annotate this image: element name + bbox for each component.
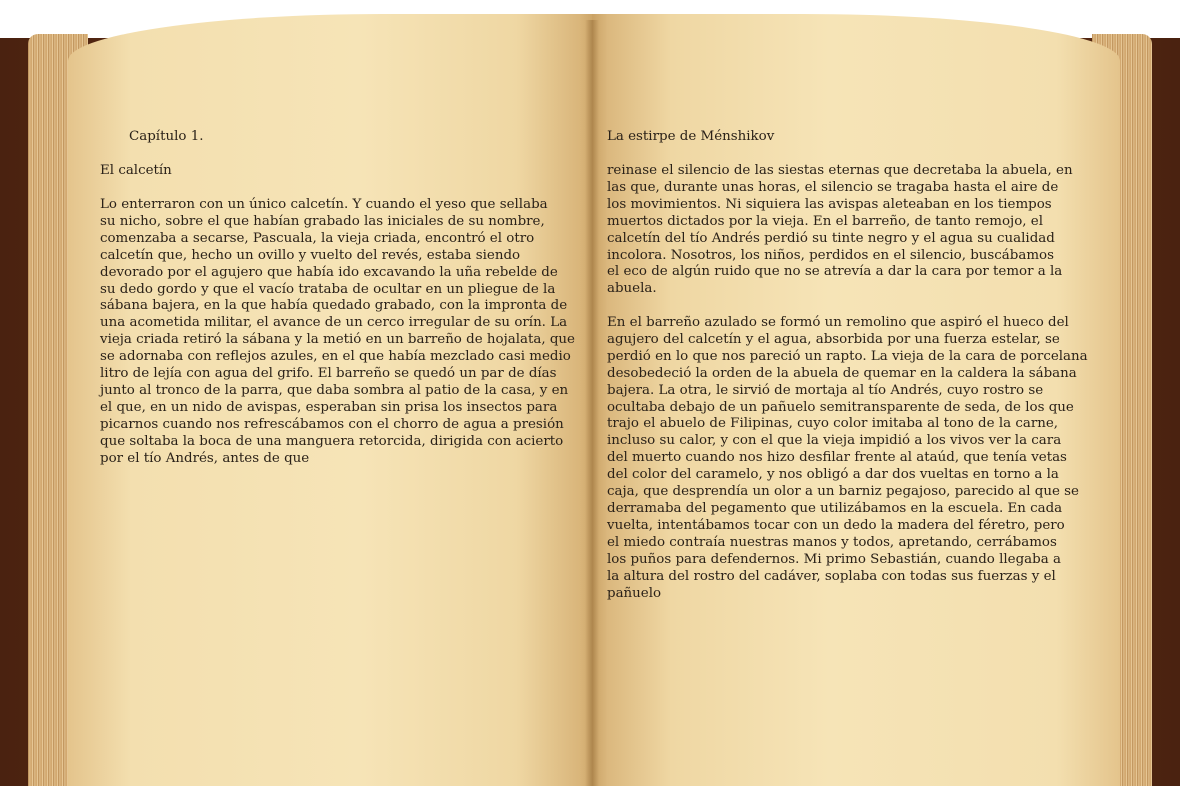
right-page-paragraph-2: En el barreño azulado se formó un remolino que aspiró el hueco del agujero del calcetín y el agua, absorbida por una fuerza estelar, se perdió en lo que nos pareció un rapto. La vieja de la cara de porcelana desobedeció la orden de la abuela de quemar en la caldera la sábana bajera. La otra, le sirvió de mortaja al tío Andrés, cuyo rostro se ocultaba debajo de un pañuelo semitransparente de seda, de los que trajo el abuelo de Filipinas, cuyo color imitaba al tono de la carne, incluso su calor, y con el que la vieja impidió a los vivos ver la cara del muerto cuando nos hizo desfilar frente al ataúd, que tenía vetas del color del caramelo, y nos obligó a dar dos vueltas en torno a la caja, que desprendía un olor a un barniz pegajoso, parecido al que se derramaba del pegamento que utilizábamos en la escuela. En cada vuelta, intentábamos tocar con un dedo la madera del féretro, pero el miedo contraía nuestras manos y todos, apretando, cerrábamos los puños para defendernos. Mi primo Sebastián, cuando llegaba a la altura del rostro del cadáver, soplaba con todas sus fuerzas y el pañuelo — [607, 315, 1088, 601]
chapter-heading: Capítulo 1. — [129, 129, 204, 144]
right-page-paragraph-1: reinase el silencio de las siestas eternas que decretaba la abuela, en las que, durante unas horas, el silencio se tragaba hasta el aire de los movimientos. Ni siquiera las avispas aleteaban en los tiempos muertos dictados por la vieja. En el barreño, de tanto remojo, el calcetín del tío Andrés perdió su tinte negro y el agua su cualidad incolora. Nosotros, los niños, perdidos en el silencio, buscábamos el eco de algún ruido que no se atrevía a dar la cara por temor a la abuela. — [607, 163, 1073, 297]
left-page-body: Lo enterraron con un único calcetín. Y cuando el yeso que sellaba su nicho, sobre el que habían grabado las iniciales de su nombre, comenzaba a secarse, Pascuala, la vieja criada, encontró el otro calcetín que, hecho un ovillo y vuelto del revés, estaba siendo devorado por el agujero que había ido excavando la uña rebelde de su dedo gordo y que el vacío trataba de ocultar en un pliegue de la sábana bajera, en la que había quedado grabado, con la impronta de una acometida militar, el avance de un cerco irregular de su orín. La vieja criada retiró la sábana y la metió en un barreño de hojalata, que se adornaba con reflejos azules, en el que había mezclado casi medio litro de lejía con agua del grifo. El barreño se quedó un par de días junto al tronco de la parra, que daba sombra al patio de la casa, y en el que, en un nido de avispas, esperaban sin prisa los insectos para picarnos cuando nos refrescábamos con el chorro de agua a presión que soltaba la boca de una manguera retorcida, dirigida con acierto por el tío Andrés, antes de que — [100, 197, 575, 466]
running-head: La estirpe de Ménshikov — [607, 129, 775, 144]
section-title: El calcetín — [100, 163, 172, 178]
book-gutter — [585, 20, 599, 786]
